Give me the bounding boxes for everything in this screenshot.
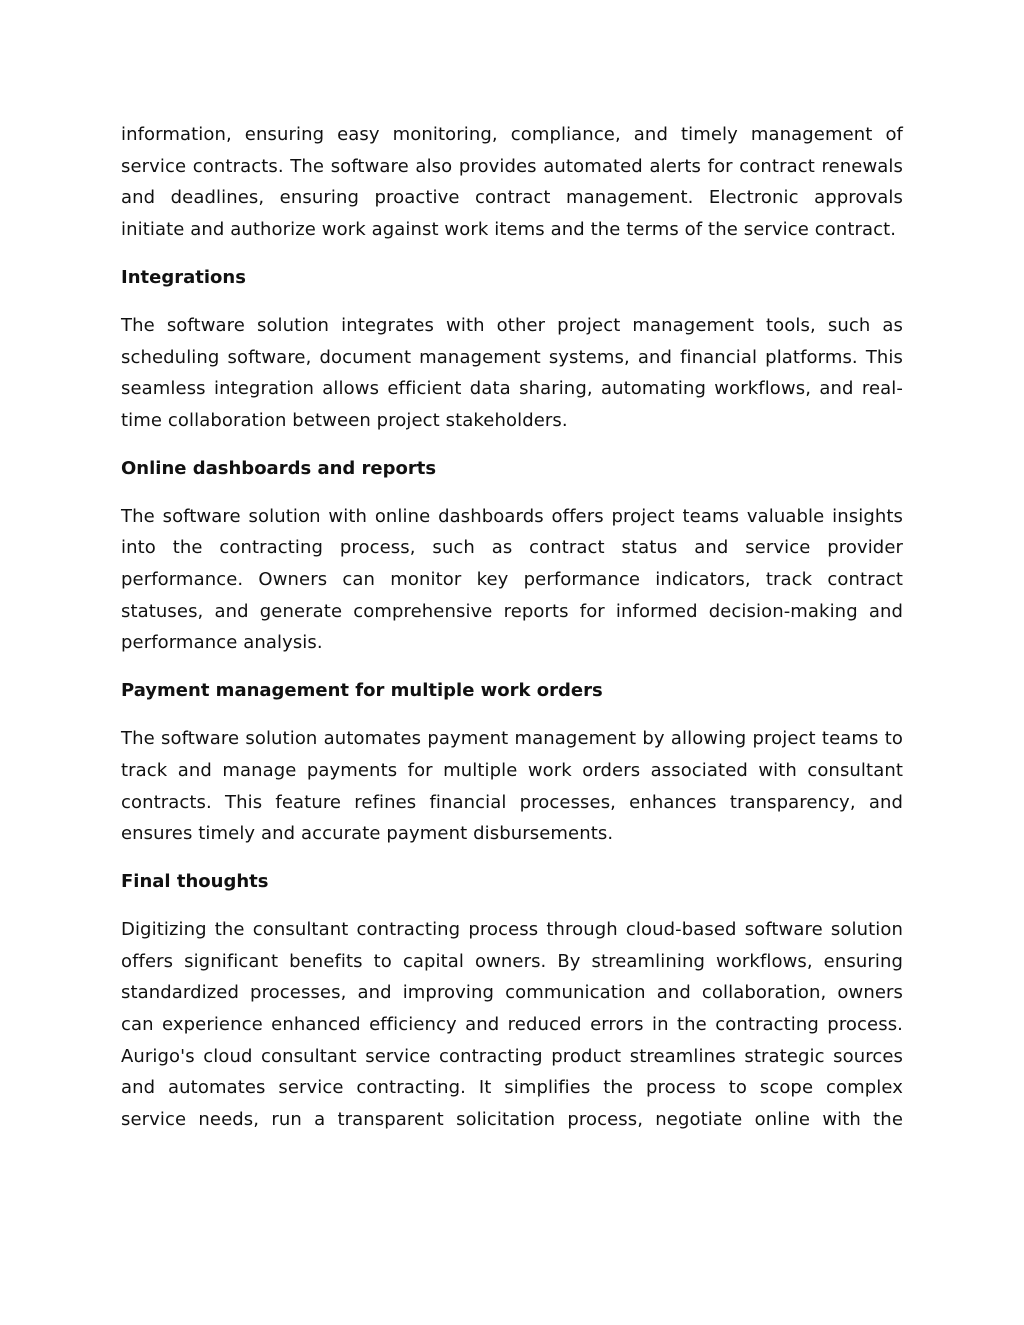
section-heading-payment: Payment management for multiple work orders xyxy=(121,680,603,702)
intro-paragraph: information, ensuring easy monitoring, compliance, and timely management of service contracts. The software also provides automated alerts for contract renewals and deadlines, ensuring proactive contract management. Electronic approvals initiate and authorize work against work items and the terms of the service contract. xyxy=(121,124,903,241)
section-body-payment: The software solution automates payment management by allowing project teams to track and manage payments for multiple work orders associated with consultant contracts. This feature refines financial processes, enhances transparency, and ensures timely and accurate payment disbursements. xyxy=(121,728,903,845)
section-body-dashboards: The software solution with online dashboards offers project teams valuable insights into the contracting process, such as contract status and service provider performance. Owners can monitor key performance indicators, track contract statuses, and generate comprehensive reports for informed decision-making and performance analysis. xyxy=(121,505,903,654)
section-body-final-thoughts: Digitizing the consultant contracting process through cloud-based software solution offers significant benefits to capital owners. By streamlining workflows, ensuring standardized processes, and improving communication and collaboration, owners can experience enhanced efficiency and reduced errors in the contracting process. Aurigo's cloud consultant service contracting product streamlines strategic sources and automates service contracting. It simplifies the process to scope complex service needs, run a transparent solicitation process, negotiate online with the xyxy=(121,918,903,1131)
section-heading-dashboards: Online dashboards and reports xyxy=(121,457,437,479)
document-page xyxy=(121,119,903,1136)
section-body-integrations: The software solution integrates with other project management tools, such as scheduling software, document management systems, and financial platforms. This seamless integration allows efficient data sharing, automating workflows, and real-time collaboration between project stakeholders. xyxy=(121,314,903,431)
section-heading-integrations: Integrations xyxy=(121,266,246,288)
section-heading-final-thoughts: Final thoughts xyxy=(121,870,269,892)
